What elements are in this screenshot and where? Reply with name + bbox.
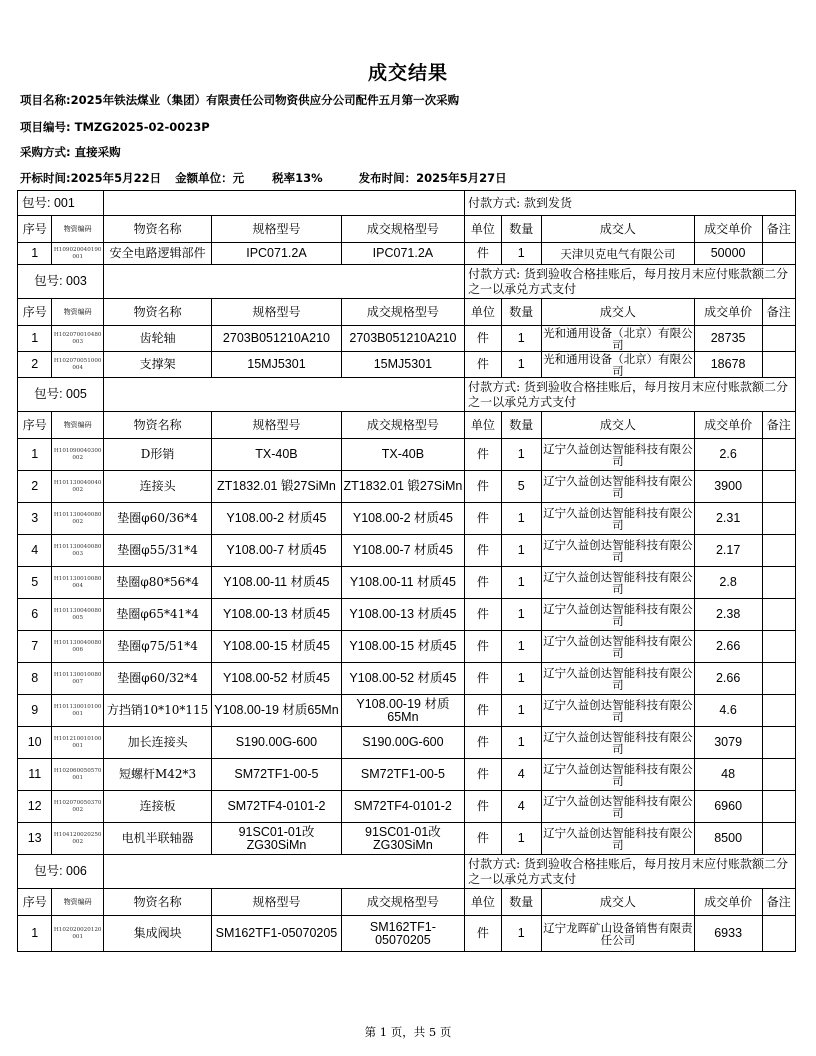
spec-header: 规格型号 (212, 412, 341, 439)
row-qty: 4 (501, 759, 541, 791)
row-price: 3900 (694, 471, 762, 503)
row-spec: ZT1832.01 锻27SiMn (212, 471, 341, 503)
table-row (18, 567, 796, 599)
deal-spec-header: 成交规格型号 (341, 889, 464, 916)
supplier-header: 成交人 (541, 412, 694, 439)
seq-header: 序号 (18, 299, 52, 326)
row-unit: 件 (465, 471, 501, 503)
row-name: 垫圈φ80*56*4 (103, 567, 211, 599)
row-code: H102060050570001 (52, 759, 104, 791)
row-spec: SM72TF4-0101-2 (212, 791, 341, 823)
row-qty: 1 (501, 567, 541, 599)
project-no-line (20, 119, 210, 135)
table-row (18, 599, 796, 631)
tax-rate: 税率13% (272, 171, 323, 185)
row-unit: 件 (465, 759, 501, 791)
qty-header: 数量 (501, 299, 541, 326)
deal-spec-header: 成交规格型号 (341, 216, 464, 243)
row-supplier: 光和通用设备（北京）有限公司 (543, 325, 693, 352)
supplier-header: 成交人 (541, 889, 694, 916)
row-remark (762, 471, 795, 503)
project-name: 2025年铁法煤业（集团）有限责任公司物资供应分公司配件五月第一次采购 (70, 93, 460, 107)
unit-header: 单位 (465, 889, 501, 916)
row-code: H102020020120001 (52, 916, 104, 952)
project-no-label: 项目编号: (20, 120, 71, 134)
row-spec: TX-40B (212, 439, 341, 471)
row-supplier: 辽宁久益创达智能科技有限公司 (541, 663, 694, 695)
row-qty: 5 (501, 471, 541, 503)
row-unit: 件 (465, 535, 501, 567)
table-row (18, 535, 796, 567)
row-remark (762, 663, 795, 695)
row-spec: 91SC01-01改ZG30SiMn (212, 823, 341, 855)
row-code: H101130040080003 (52, 535, 104, 567)
spec-header: 规格型号 (212, 889, 341, 916)
table-row (18, 695, 796, 727)
page-footer: 第 1 页，共 5 页 (364, 1025, 452, 1039)
row-name: D形销 (103, 439, 211, 471)
row-unit: 件 (465, 503, 501, 535)
row-spec: 2703B051210A210 (212, 326, 341, 352)
row-seq: 1 (18, 243, 52, 265)
row-remark (762, 631, 795, 663)
table-row (18, 631, 796, 663)
row-deal-spec: Y108.00-15 材质45 (341, 631, 464, 663)
table-row (18, 471, 796, 503)
row-price: 2.38 (694, 599, 762, 631)
table-row (18, 352, 796, 378)
price-header: 成交单价 (694, 299, 762, 326)
row-deal-spec: SM162TF1-05070205 (341, 916, 464, 952)
row-remark (762, 243, 795, 265)
package-number: 包号: 001 (18, 191, 104, 216)
payment-terms: 付款方式: 款到发货 (465, 191, 796, 216)
code-header: 物资编码 (52, 299, 104, 326)
row-seq: 4 (18, 535, 52, 567)
row-deal-spec: SM72TF1-00-5 (341, 759, 464, 791)
row-supplier: 辽宁久益创达智能科技有限公司 (541, 823, 694, 855)
column-header-row (18, 299, 796, 326)
package-header-row (18, 191, 796, 216)
row-spec: SM162TF1-05070205 (212, 916, 341, 952)
price-header: 成交单价 (694, 412, 762, 439)
time-line (20, 170, 507, 186)
table-row (18, 503, 796, 535)
row-unit: 件 (465, 631, 501, 663)
row-seq: 2 (18, 352, 52, 378)
unit-header: 单位 (465, 412, 501, 439)
publish-time: 发布时间：2025年5月27日 (358, 171, 507, 185)
unit-header: 单位 (465, 216, 501, 243)
row-price: 8500 (694, 823, 762, 855)
method: 直接采购 (74, 145, 121, 159)
row-unit: 件 (465, 663, 501, 695)
row-qty: 1 (501, 663, 541, 695)
row-qty: 1 (501, 243, 541, 265)
table-row (18, 759, 796, 791)
row-qty: 1 (501, 695, 541, 727)
row-code: H102070010480003 (52, 326, 104, 352)
row-unit: 件 (465, 352, 501, 378)
row-remark (762, 567, 795, 599)
column-header-row (18, 216, 796, 243)
row-seq: 7 (18, 631, 52, 663)
name-header: 物资名称 (103, 889, 211, 916)
row-supplier: 辽宁久益创达智能科技有限公司 (541, 599, 694, 631)
row-seq: 1 (18, 326, 52, 352)
row-qty: 1 (501, 352, 541, 378)
row-price: 18678 (694, 352, 762, 378)
row-remark (762, 503, 795, 535)
code-header: 物资编码 (52, 412, 104, 439)
seq-header: 序号 (18, 216, 52, 243)
project-no: TMZG2025-02-0023P (74, 120, 210, 134)
row-supplier: 光和通用设备（北京）有限公司 (543, 351, 693, 378)
open-time: 开标时间:2025年5月22日 (20, 171, 162, 185)
row-qty: 1 (501, 631, 541, 663)
row-name: 方挡销10*10*115 (103, 695, 211, 727)
row-code: H102070051000004 (52, 352, 104, 378)
package-spacer (103, 378, 464, 412)
row-remark (762, 439, 795, 471)
code-header: 物资编码 (52, 889, 104, 916)
row-spec: IPC071.2A (212, 243, 341, 265)
row-remark (762, 791, 795, 823)
name-header: 物资名称 (103, 299, 211, 326)
row-price: 2.31 (694, 503, 762, 535)
payment-terms: 付款方式: 货到验收合格挂账后，每月按月末应付账款额二分之一以承兑方式支付 (465, 855, 796, 889)
supplier-header: 成交人 (541, 216, 694, 243)
row-supplier: 辽宁久益创达智能科技有限公司 (541, 631, 694, 663)
row-remark (762, 916, 795, 952)
row-qty: 1 (501, 916, 541, 952)
row-qty: 1 (501, 599, 541, 631)
row-supplier: 辽宁久益创达智能科技有限公司 (541, 727, 694, 759)
package-header-row (18, 855, 796, 889)
package-spacer (103, 855, 464, 889)
row-name: 垫圈φ55/31*4 (103, 535, 211, 567)
row-deal-spec: Y108.00-52 材质45 (341, 663, 464, 695)
row-price: 6960 (694, 791, 762, 823)
row-deal-spec: ZT1832.01 锻27SiMn (341, 471, 464, 503)
row-spec: Y108.00-52 材质45 (212, 663, 341, 695)
row-supplier: 辽宁久益创达智能科技有限公司 (541, 695, 694, 727)
row-unit: 件 (465, 823, 501, 855)
qty-header: 数量 (501, 412, 541, 439)
row-price: 2.17 (694, 535, 762, 567)
row-price: 50000 (694, 243, 762, 265)
row-price: 4.6 (694, 695, 762, 727)
package-spacer (103, 191, 464, 216)
row-deal-spec: 2703B051210A210 (341, 326, 464, 352)
row-code: H109020040190001 (52, 243, 104, 265)
package-number: 包号: 006 (18, 855, 104, 889)
row-remark (762, 823, 795, 855)
page-title: 成交结果 (367, 62, 448, 84)
column-header-row (18, 889, 796, 916)
row-remark (762, 599, 795, 631)
row-code: H101130040080005 (52, 599, 104, 631)
row-spec: Y108.00-19 材质65Mn (212, 695, 341, 727)
row-deal-spec: 91SC01-01改ZG30SiMn (341, 823, 464, 855)
row-name: 连接板 (103, 791, 211, 823)
row-seq: 11 (18, 759, 52, 791)
row-code: H101090040300002 (52, 439, 104, 471)
row-seq: 1 (18, 916, 52, 952)
row-price: 2.8 (694, 567, 762, 599)
row-supplier: 辽宁久益创达智能科技有限公司 (541, 791, 694, 823)
row-name: 集成阀块 (103, 916, 211, 952)
row-code: H101130010080004 (52, 567, 104, 599)
row-supplier: 辽宁久益创达智能科技有限公司 (541, 567, 694, 599)
row-code: H101130010100001 (52, 695, 104, 727)
row-unit: 件 (465, 243, 501, 265)
row-deal-spec: Y108.00-13 材质45 (341, 599, 464, 631)
package-number: 包号: 005 (18, 378, 104, 412)
row-qty: 1 (501, 503, 541, 535)
row-price: 2.66 (694, 663, 762, 695)
row-name: 加长连接头 (103, 727, 211, 759)
row-code: H101130040080002 (52, 503, 104, 535)
row-code: H101130010080007 (52, 663, 104, 695)
row-seq: 6 (18, 599, 52, 631)
spec-header: 规格型号 (212, 216, 341, 243)
row-name: 安全电路逻辑部件 (103, 243, 211, 265)
supplier-header: 成交人 (541, 299, 694, 326)
row-spec: 15MJ5301 (212, 352, 341, 378)
row-price: 2.6 (694, 439, 762, 471)
package-spacer (103, 265, 464, 299)
table-row (18, 663, 796, 695)
row-price: 3079 (694, 727, 762, 759)
row-qty: 1 (501, 727, 541, 759)
row-price: 48 (694, 759, 762, 791)
row-qty: 1 (501, 439, 541, 471)
row-code: H102070050370002 (52, 791, 104, 823)
method-label: 采购方式: (20, 145, 71, 159)
row-spec: Y108.00-13 材质45 (212, 599, 341, 631)
row-name: 支撑架 (103, 352, 211, 378)
row-qty: 1 (501, 326, 541, 352)
row-seq: 12 (18, 791, 52, 823)
payment-terms: 付款方式: 货到验收合格挂账后，每月按月末应付账款额二分之一以承兑方式支付 (465, 378, 796, 412)
qty-header: 数量 (501, 216, 541, 243)
remark-header: 备注 (762, 299, 795, 326)
row-unit: 件 (465, 567, 501, 599)
result-table-body (18, 191, 796, 952)
row-seq: 2 (18, 471, 52, 503)
row-seq: 5 (18, 567, 52, 599)
row-seq: 3 (18, 503, 52, 535)
row-supplier: 辽宁龙晖矿山设备销售有限责任公司 (541, 916, 694, 952)
price-header: 成交单价 (694, 216, 762, 243)
table-row (18, 326, 796, 352)
row-price: 28735 (694, 326, 762, 352)
table-row (18, 916, 796, 952)
row-seq: 10 (18, 727, 52, 759)
row-unit: 件 (465, 599, 501, 631)
row-deal-spec: Y108.00-11 材质45 (341, 567, 464, 599)
row-price: 6933 (694, 916, 762, 952)
row-spec: S190.00G-600 (212, 727, 341, 759)
seq-header: 序号 (18, 889, 52, 916)
row-unit: 件 (465, 326, 501, 352)
row-name: 垫圈φ60/36*4 (103, 503, 211, 535)
row-seq: 9 (18, 695, 52, 727)
name-header: 物资名称 (103, 216, 211, 243)
row-supplier: 辽宁久益创达智能科技有限公司 (541, 535, 694, 567)
row-name: 垫圈φ65*41*4 (103, 599, 211, 631)
row-deal-spec: TX-40B (341, 439, 464, 471)
spec-header: 规格型号 (212, 299, 341, 326)
row-deal-spec: Y108.00-19 材质65Mn (341, 695, 464, 727)
remark-header: 备注 (762, 412, 795, 439)
row-deal-spec: SM72TF4-0101-2 (341, 791, 464, 823)
name-header: 物资名称 (103, 412, 211, 439)
row-name: 连接头 (103, 471, 211, 503)
row-unit: 件 (465, 727, 501, 759)
deal-spec-header: 成交规格型号 (341, 299, 464, 326)
project-name-line (20, 92, 459, 108)
row-name: 齿轮轴 (103, 326, 211, 352)
row-code: H101130040040002 (52, 471, 104, 503)
qty-header: 数量 (501, 889, 541, 916)
row-unit: 件 (465, 695, 501, 727)
row-deal-spec: Y108.00-2 材质45 (341, 503, 464, 535)
row-deal-spec: 15MJ5301 (341, 352, 464, 378)
price-header: 成交单价 (694, 889, 762, 916)
table-row (18, 791, 796, 823)
row-remark (762, 727, 795, 759)
row-deal-spec: Y108.00-7 材质45 (341, 535, 464, 567)
row-name: 电机半联轴器 (103, 823, 211, 855)
remark-header: 备注 (762, 216, 795, 243)
row-seq: 1 (18, 439, 52, 471)
package-header-row (18, 265, 796, 299)
currency-unit: 金额单位：元 (175, 171, 245, 185)
unit-header: 单位 (465, 299, 501, 326)
row-unit: 件 (465, 791, 501, 823)
row-qty: 4 (501, 791, 541, 823)
row-unit: 件 (465, 439, 501, 471)
row-name: 垫圈φ60/32*4 (103, 663, 211, 695)
row-code: H101130040080006 (52, 631, 104, 663)
row-name: 垫圈φ75/51*4 (103, 631, 211, 663)
result-table (17, 190, 796, 952)
row-unit: 件 (465, 916, 501, 952)
row-spec: Y108.00-2 材质45 (212, 503, 341, 535)
row-qty: 1 (501, 823, 541, 855)
row-remark (762, 695, 795, 727)
row-remark (762, 759, 795, 791)
row-spec: Y108.00-7 材质45 (212, 535, 341, 567)
row-supplier: 辽宁久益创达智能科技有限公司 (541, 503, 694, 535)
row-seq: 13 (18, 823, 52, 855)
package-number: 包号: 003 (18, 265, 104, 299)
row-supplier: 辽宁久益创达智能科技有限公司 (541, 759, 694, 791)
row-spec: Y108.00-11 材质45 (212, 567, 341, 599)
row-remark (762, 326, 795, 352)
row-deal-spec: IPC071.2A (341, 243, 464, 265)
table-row (18, 243, 796, 265)
row-remark (762, 535, 795, 567)
row-deal-spec: S190.00G-600 (341, 727, 464, 759)
payment-terms: 付款方式: 货到验收合格挂账后，每月按月末应付账款额二分之一以承兑方式支付 (465, 265, 796, 299)
row-qty: 1 (501, 535, 541, 567)
row-name: 短螺杆M42*3 (103, 759, 211, 791)
row-supplier: 天津贝克电气有限公司 (541, 243, 694, 265)
row-supplier: 辽宁久益创达智能科技有限公司 (541, 439, 694, 471)
package-header-row (18, 378, 796, 412)
method-line (20, 144, 121, 160)
table-row (18, 727, 796, 759)
row-seq: 8 (18, 663, 52, 695)
column-header-row (18, 412, 796, 439)
row-code: H101210010100001 (52, 727, 104, 759)
row-spec: Y108.00-15 材质45 (212, 631, 341, 663)
row-price: 2.66 (694, 631, 762, 663)
seq-header: 序号 (18, 412, 52, 439)
table-row (18, 823, 796, 855)
row-spec: SM72TF1-00-5 (212, 759, 341, 791)
code-header: 物资编码 (52, 216, 104, 243)
row-code: H104120020250002 (52, 823, 104, 855)
row-remark (762, 352, 795, 378)
project-name-label: 项目名称: (20, 93, 71, 107)
deal-spec-header: 成交规格型号 (341, 412, 464, 439)
row-supplier: 辽宁久益创达智能科技有限公司 (541, 471, 694, 503)
remark-header: 备注 (762, 889, 795, 916)
table-row (18, 439, 796, 471)
